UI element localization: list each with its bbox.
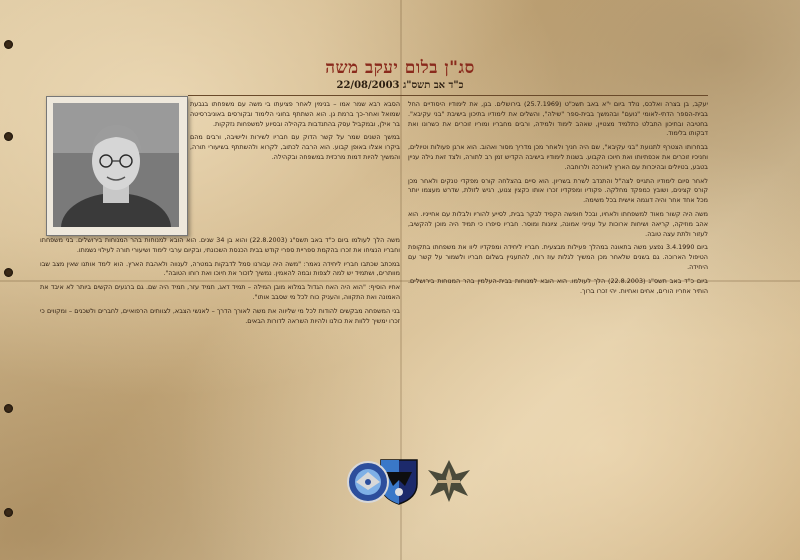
binding-hole (4, 404, 13, 413)
portrait-frame (46, 96, 188, 236)
unit-round-badge-icon (346, 456, 390, 506)
biography-paragraph: בני המשפחה מבקשים להודות לכל מי שליווה את משה לאורך הדרך – לאנשי הצבא, לצוותים הרפואיים, לחברים ולשכנים – ומקווים כי זכרו ימשיך ללוות את כולנו ולהיות השראה לדורות הבאים. (40, 306, 400, 325)
biography-paragraph: אחיו הוסיף: "הוא היה האח הגדול במלוא מובן המילה – תמיד דאג, תמיד עזר, תמיד היה שם. גם ברגעים הקשים ביותר לא איבד את האמונה ואת התקווה, והעניק כוח לכל מי שסבב אותו". (40, 283, 400, 301)
binding-hole (4, 132, 13, 141)
binding-hole (4, 508, 13, 517)
idf-emblem-icon (426, 456, 472, 506)
biography-paragraph: משה הלך לעולמו ביום כ"ד באב תשס"ג (22.8.2003) והוא בן 34 שנים. הוא הובא למנוחות בהר המנוחות בירושלים. בני משפחתו וחבריו הנציחו את זכרו בהקמת ספריית ספרי קודש בבית הכנסת השכונתי, ובקיום ערבי לימוד ושיעורי תורה לעילוי נשמתו. (40, 236, 400, 254)
biography-column-left-lower (40, 236, 400, 446)
binding-hole (4, 268, 13, 277)
portrait-photo (53, 103, 179, 227)
title-divider (188, 95, 708, 96)
page-title: סג"ן בלום יעקב משה (325, 58, 475, 78)
biography-paragraph: יעקב, בן בצרה ואלכס, נולד ביום י"א באב תשכ"ט (25.7.1969) בירושלים. בגן, את לימודיו היסודיים החל בבית-הספר הדתי-לאומי "נועם" ובהמשך בבית-ספר "שילה", והשלים את לימודיו בתיכון בישיבת "בני עקיבא". בחטיבה ובתיכון התבלט כתלמיד מצטיין, שאהב לימוד ולמידה, ורבים מחבריו ומוריו זוכרים את כשרונו ואת דבקותו בלימוד. (408, 100, 708, 138)
binding-hole (4, 40, 13, 49)
biography-paragraph: משה היה קשור מאוד למשפחתו ולאחיו, ובכל חופשה הקפיד לבקר בבית, לסייע להוריו ולבלות עם אחייניו. הוא אהב מוזיקה, קריאה ושיחות ארוכות על ענייני אמונה, ציונות ומוסר. חבריו סיפרו כי תמיד היה מוכן להקשיב, לעזור ולתת עצה טובה. (408, 209, 708, 238)
biography-column-left-upper (190, 100, 400, 234)
portrait-photo-drawing (53, 103, 179, 227)
memorial-date: כ"ד אב תשס"ג 22/08/2003 (336, 80, 464, 91)
biography-paragraph: לאחר סיום לימודיו התגייס לצה"ל והתנדב לשרת בשריון. הוא סיים בהצלחה קורס מפקדי טנקים ולאחר מכן קורס קצינים, ושובץ כמפקד מחלקה. פקודיו ומפקדיו זכרו אותו כקצין צנוע, רגיש לזולת, שדרש מעצמו יותר מכל אחד אחר והיה דוגמה אישית בכל משימה. (408, 176, 708, 205)
biography-column-right (408, 100, 708, 460)
biography-paragraph: ביום 3.4.1990 נפצע משה בתאונה במהלך פעילות מבצעית. חבריו ליחידה ומפקדיו ליוו את משפחתו בתקופת הטיפול הארוכה. גם בשנים שלאחר מכן המשיך לגלות עוז רוח, להתעניין בשלום חבריו ולשמור על קשר עם היחידה. (408, 243, 708, 271)
biography-paragraph: הסבא רבא שמר אמו – בנימין לאחר פציעתו בי משה עם משפחתו בגבעת שמואל ואחר-כך ברמת גן. הוא השתתף בחוגי הלימוד ובקורסים באוניברסיטה בר אילן, ובמקביל עסק בהתנדבות בקהילה ובסיוע למשפחות נזקקות. (190, 100, 400, 128)
biography-paragraph: ביום כ"ד באב תשס"ג (22.8.2003) הלך לעולמו. הוא הובא למנוחות בבית-העלמין בהר המנוחות בירושלים. הותיר אחריו הורים, אחים ואחיות. יהי זכרו ברוך. (408, 276, 708, 295)
biography-paragraph: במכתב שכתבו חבריו ליחידה נאמר: "משה היה עבורנו סמל לדבקות במטרה, לענווה ולאהבת הארץ. הוא לימד אותנו שאין מצב שבו מוותרים, ושתמיד יש למה לצפות ובמה להאמין. נמשיך לזכור את חיוכו ואת רוחו הטובה". (40, 259, 400, 278)
biography-paragraph: בבחרותו הצטרף לתנועת "בני עקיבא", שם היה חניך ולאחר מכן מדריך מסור ואהוב. הוא ארגן פעולות וטיולים, וחניכיו זוכרים את אכפתיותו ואת חיוכו הקבוע. בשנות לימודיו בישיבה הקדיש זמן רב לתורה, ולצד זאת גילה עניין בטבע, בטיולים ובהיכרות עם הארץ לאורכה ולרוחבה. (408, 143, 708, 171)
biography-paragraph: במשך השנים שמר על קשר הדוק עם חבריו לשירות ולישיבה, ורבים מהם ביקרו אצלו באופן קבוע. הוא הרבה לכתוב, לקרוא ולהשתתף בשיעורי תורה, והמשיך להיות דמות מרכזית במשפחה ובקהילה. (190, 133, 400, 161)
